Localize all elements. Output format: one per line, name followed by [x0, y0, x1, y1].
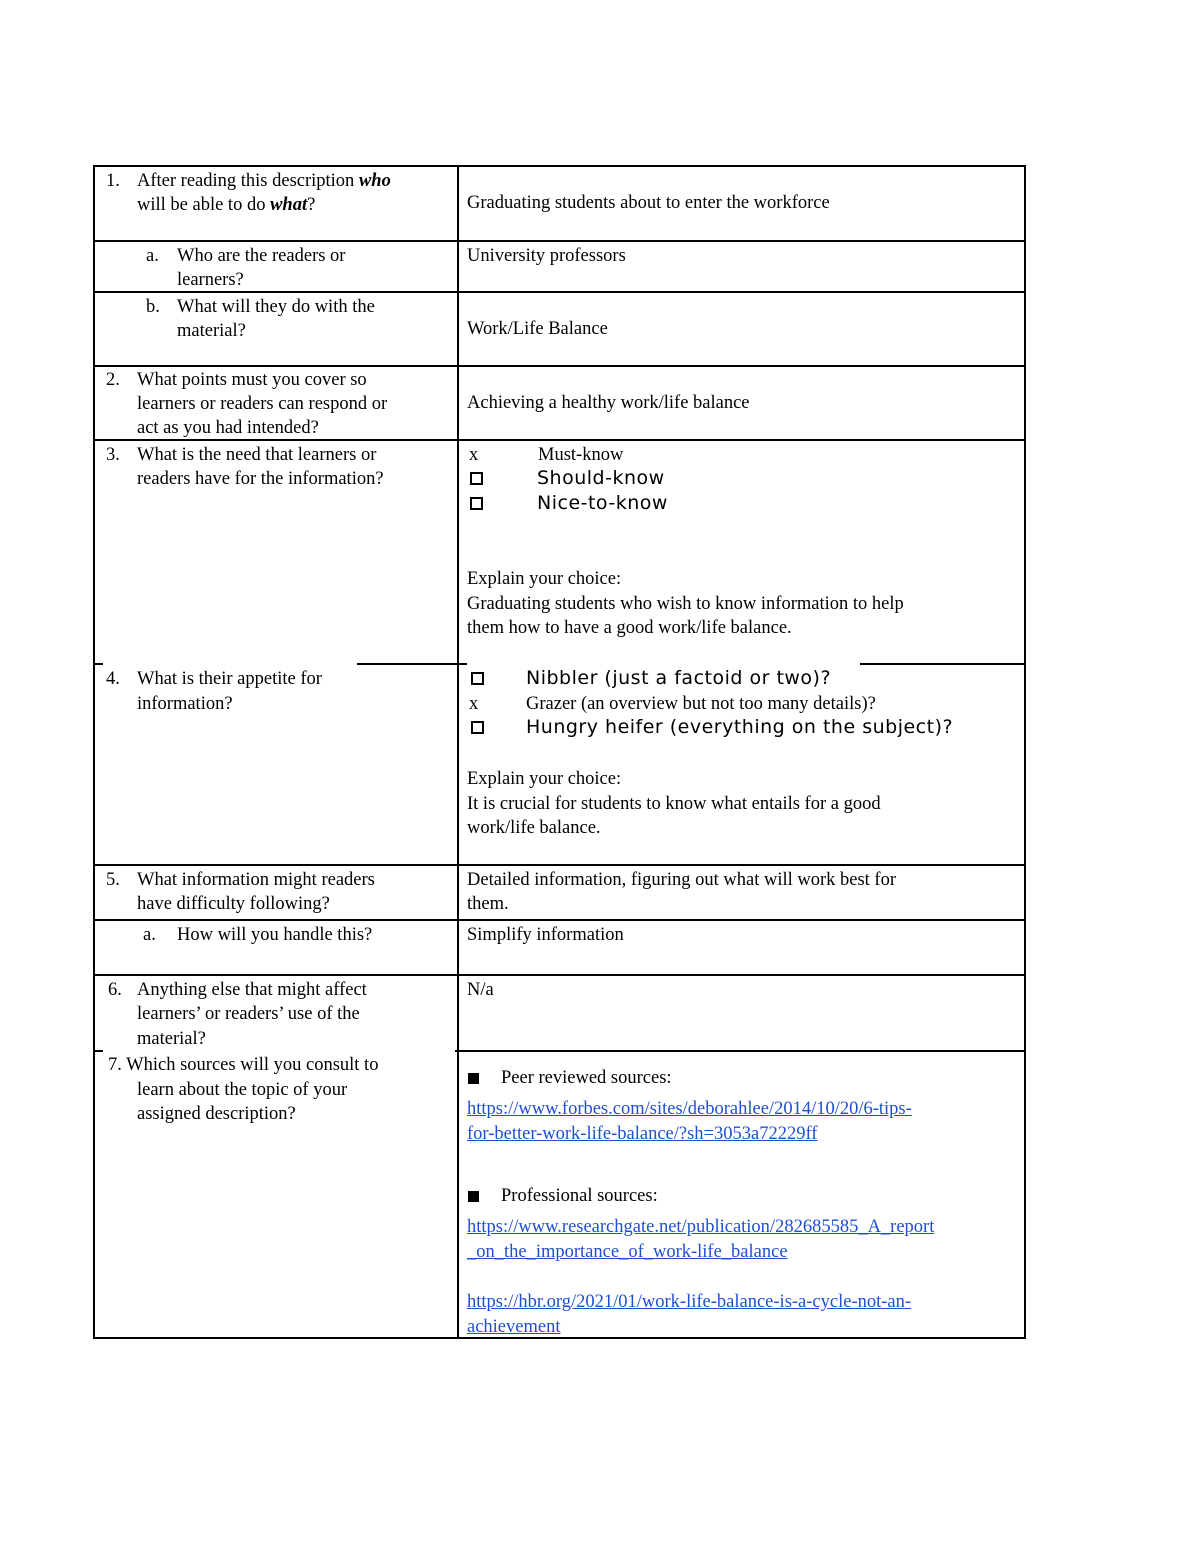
professional-source-link[interactable]: achievement	[467, 1317, 561, 1337]
question-text: material?	[177, 321, 246, 341]
row-rule	[357, 663, 467, 665]
row-rule	[93, 1050, 103, 1052]
row-rule	[93, 240, 1026, 242]
selected-mark: x	[469, 694, 479, 714]
explain-label: Explain your choice:	[467, 769, 622, 789]
answer-text: Achieving a healthy work/life balance	[467, 393, 750, 413]
answer-text: N/a	[467, 980, 494, 1000]
explain-text: work/life balance.	[467, 818, 601, 838]
question-text: act as you had intended?	[137, 418, 319, 438]
peer-source-link[interactable]: https://www.forbes.com/sites/deborahlee/2014/10/20/6-tips-	[467, 1099, 912, 1119]
explain-text: Graduating students who wish to know information to help	[467, 594, 904, 614]
checkbox-icon[interactable]	[471, 672, 484, 685]
explain-text: them how to have a good work/life balance.	[467, 618, 792, 638]
question-text: have difficulty following?	[137, 894, 330, 914]
question-text: will be able to do what?	[137, 195, 316, 215]
question-text: What is their appetite for	[137, 669, 322, 689]
question-number: 6.	[108, 980, 122, 1000]
question-number: 5.	[106, 870, 120, 890]
answer-text: Work/Life Balance	[467, 319, 608, 339]
question-text: learn about the topic of your	[137, 1080, 348, 1100]
question-number: a.	[146, 246, 159, 266]
question-number: 4.	[106, 669, 120, 689]
option-grazer: Grazer (an overview but not too many details)?	[526, 694, 876, 714]
row-rule	[93, 919, 1026, 921]
option-nice-to-know: Nice-to-know	[537, 492, 668, 514]
question-text: What information might readers	[137, 870, 375, 890]
question-number: 3.	[106, 445, 120, 465]
question-text: 7. Which sources will you consult to	[108, 1055, 379, 1075]
answer-text: Simplify information	[467, 925, 624, 945]
answer-text: them.	[467, 894, 509, 914]
question-text: learners?	[177, 270, 244, 290]
question-text: Anything else that might affect	[137, 980, 367, 1000]
professional-sources-label: Professional sources:	[501, 1186, 658, 1206]
professional-source-link[interactable]: _on_the_importance_of_work-life_balance	[467, 1242, 788, 1262]
explain-text: It is crucial for students to know what entails for a good	[467, 794, 881, 814]
question-number: a.	[143, 925, 156, 945]
question-text: information?	[137, 694, 233, 714]
peer-source-link[interactable]: for-better-work-life-balance/?sh=3053a72229ff	[467, 1124, 818, 1144]
peer-sources-label: Peer reviewed sources:	[501, 1068, 672, 1088]
question-text: learners’ or readers’ use of the	[137, 1004, 360, 1024]
checkbox-icon[interactable]	[471, 721, 484, 734]
checkbox-icon[interactable]	[470, 497, 483, 510]
option-must-know: Must-know	[538, 445, 624, 465]
question-number: 1.	[106, 171, 120, 191]
option-nibbler: Nibbler (just a factoid or two)?	[526, 667, 832, 689]
question-text: What will they do with the	[177, 297, 375, 317]
question-text: After reading this description who	[137, 171, 391, 191]
question-text: material?	[137, 1029, 206, 1049]
row-rule	[860, 663, 1026, 665]
row-rule	[93, 974, 1026, 976]
question-text: learners or readers can respond or	[137, 394, 388, 414]
option-hungry-heifer: Hungry heifer (everything on the subject)?	[526, 716, 954, 738]
row-rule	[93, 864, 1026, 866]
checkbox-icon[interactable]	[470, 472, 483, 485]
professional-source-link[interactable]: https://hbr.org/2021/01/work-life-balance-is-a-cycle-not-an-	[467, 1292, 912, 1312]
question-number: b.	[146, 297, 160, 317]
question-number: 2.	[106, 370, 120, 390]
question-text: How will you handle this?	[177, 925, 373, 945]
column-divider	[457, 165, 459, 1337]
bullet-square-icon	[468, 1191, 479, 1202]
row-rule	[455, 1050, 1026, 1052]
answer-text: University professors	[467, 246, 626, 266]
question-text: What points must you cover so	[137, 370, 367, 390]
option-should-know: Should-know	[537, 467, 665, 489]
row-rule	[93, 663, 103, 665]
explain-label: Explain your choice:	[467, 569, 622, 589]
selected-mark: x	[469, 445, 479, 465]
question-text: Who are the readers or	[177, 246, 346, 266]
answer-text: Detailed information, figuring out what will work best for	[467, 870, 897, 890]
row-rule	[93, 165, 1026, 167]
answer-text: Graduating students about to enter the workforce	[467, 193, 830, 213]
question-text: What is the need that learners or	[137, 445, 377, 465]
row-rule	[93, 365, 1026, 367]
professional-source-link[interactable]: https://www.researchgate.net/publication/282685585_A_report	[467, 1217, 935, 1237]
question-text: readers have for the information?	[137, 469, 384, 489]
question-text: assigned description?	[137, 1104, 296, 1124]
bullet-square-icon	[468, 1073, 479, 1084]
